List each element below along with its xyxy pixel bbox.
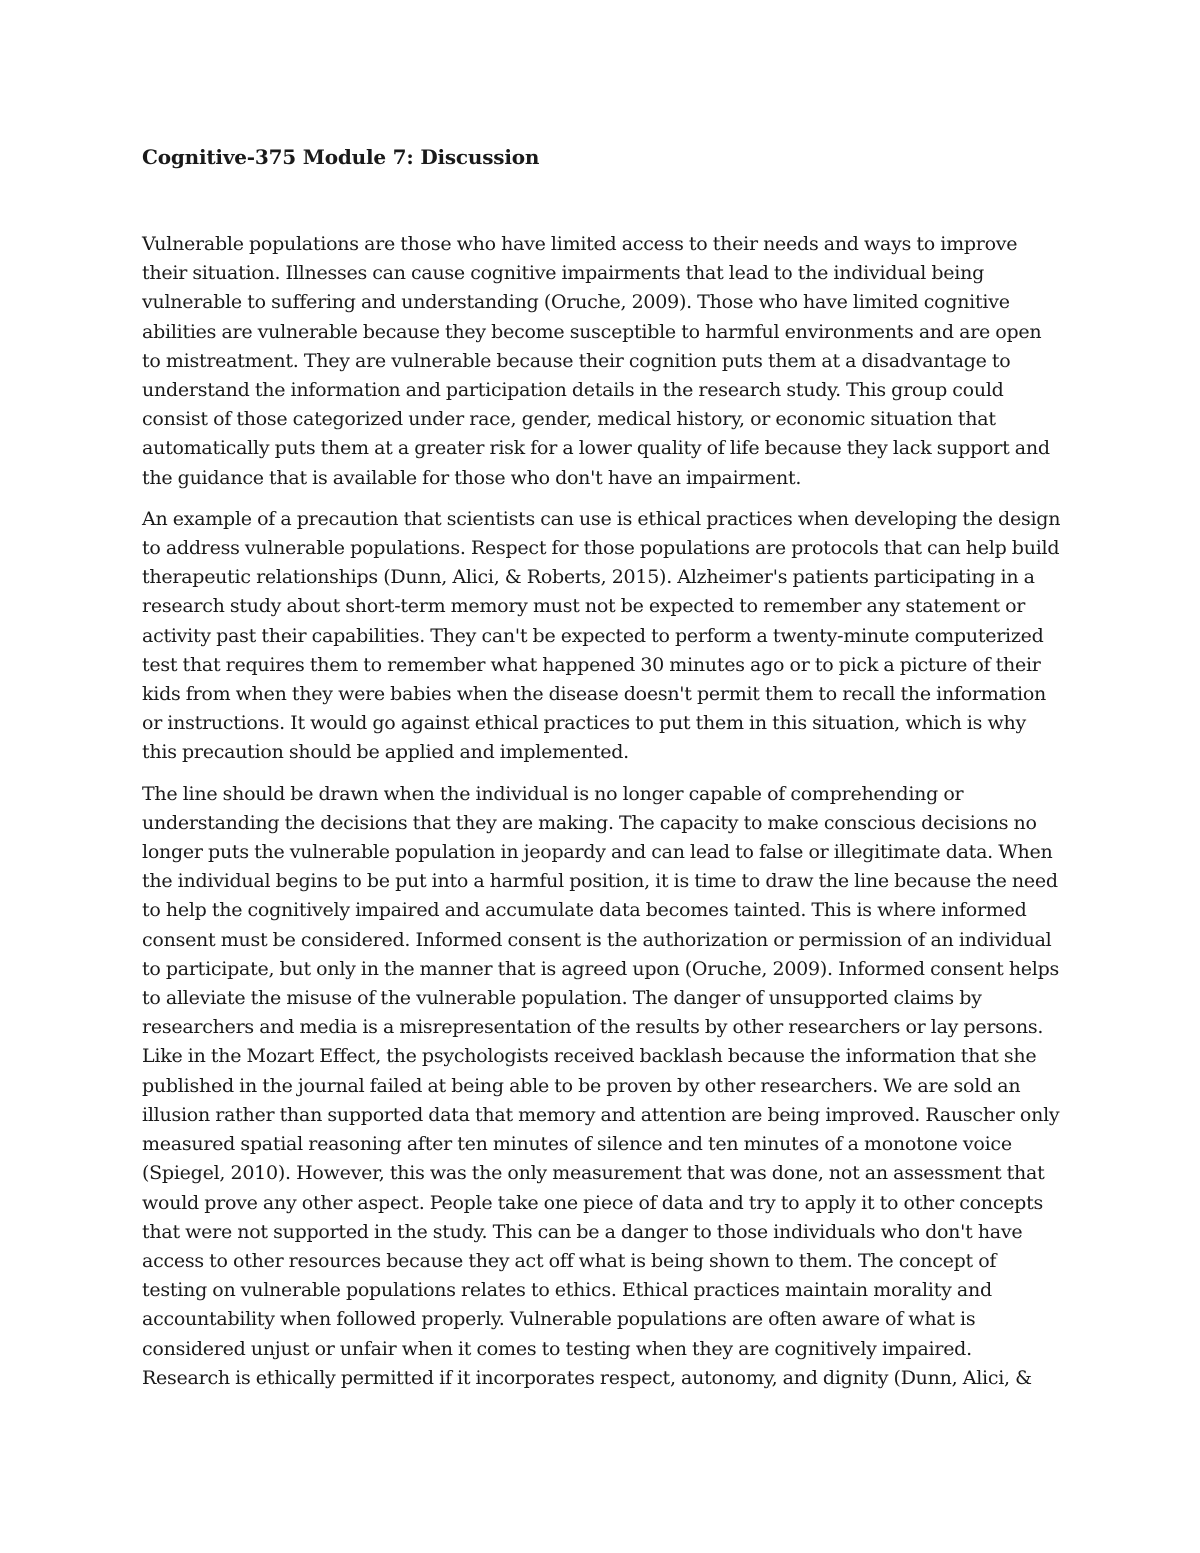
paragraph-vulnerable-populations: Vulnerable populations are those who have limited access to their needs and ways to improve their situation. Illnesses can cause cognitive impairments that lead to the individual being vulnerable to suffering and understanding (Oruche, 2009). Those who have limited cognitive abilities are vulnerable because they become susceptible to harmful environments and are open to mistreatment. They are vulnerable because their cognition puts them at a disadvantage to understand the information and participation details in the research study. This group could consist of those categorized under race, gender, medical history, or economic situation that automatically puts them at a greater risk for a lower quality of life because they lack support and the guidance that is available for those who don't have an impairment.: [142, 233, 1050, 489]
document-body: [142, 230, 1062, 1393]
paragraph-drawing-the-line: The line should be drawn when the individual is no longer capable of comprehending or understanding the decisions that they are making. The capacity to make conscious decisions no longer puts the vulnerable population in jeopardy and can lead to false or illegitimate data. When the individual begins to be put into a harmful position, it is time to draw the line because the need to help the cognitively impaired and accumulate data becomes tainted. This is where informed consent must be considered. Informed consent is the authorization or permission of an individual to participate, but only in the manner that is agreed upon (Oruche, 2009). Informed consent helps to alleviate the misuse of the vulnerable population. The danger of unsupported claims by researchers and media is a misrepresentation of the results by other researchers or lay persons. Like in the Mozart Effect, the psychologists received backlash because the information that she published in the journal failed at being able to be proven by other researchers. We are sold an illusion rather than supported data that memory and attention are being improved. Rauscher only measured spatial reasoning after ten minutes of silence and ten minutes of a monotone voice (Spiegel, 2010). However, this was the only measurement that was done, not an assessment that would prove any other aspect. People take one piece of data and try to apply it to other concepts that were not supported in the study. This can be a danger to those individuals who don't have access to other resources because they act off what is being shown to them. The concept of testing on vulnerable populations relates to ethics. Ethical practices maintain morality and accountability when followed properly. Vulnerable populations are often aware of what is considered unjust or unfair when it comes to testing when they are cognitively impaired. Research is ethically permitted if it incorporates respect, autonomy, and dignity (Dunn, Alici, &: [142, 782, 1060, 1389]
paragraph-precaution-example: An example of a precaution that scientists can use is ethical practices when developing the design to address vulnerable populations. Respect for those populations are protocols that can help build therapeutic relationships (Dunn, Alici, & Roberts, 2015). Alzheimer's patients participating in a research study about short-term memory must not be expected to remember any statement or activity past their capabilities. They can't be expected to perform a twenty-minute computerized test that requires them to remember what happened 30 minutes ago or to pick a picture of their kids from when they were babies when the disease doesn't permit them to recall the information or instructions. It would go against ethical practices to put them in this situation, which is why this precaution should be applied and implemented.: [142, 507, 1061, 764]
document-title: Cognitive-375 Module 7: Discussion: [142, 145, 540, 169]
document-page: [142, 140, 1062, 1405]
